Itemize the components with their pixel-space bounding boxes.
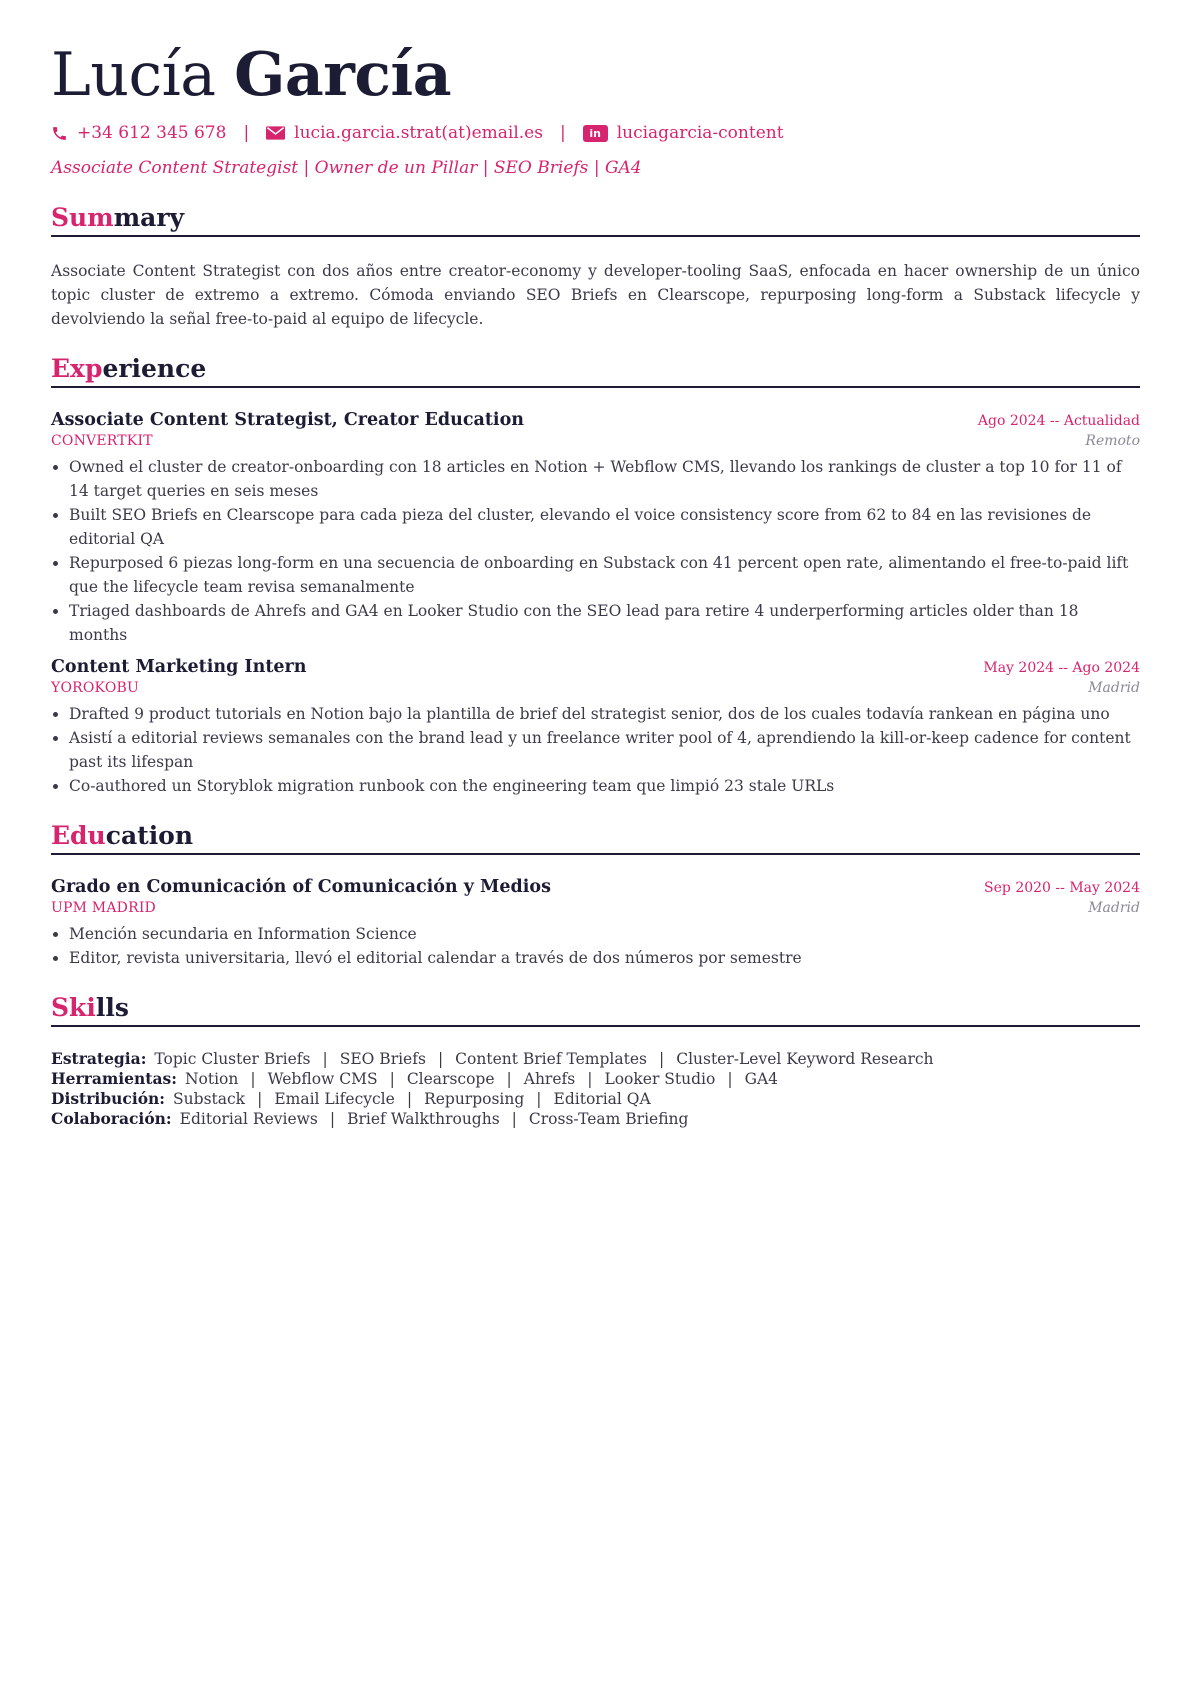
skill-separator: | xyxy=(727,1070,733,1088)
skill-item: Cluster-Level Keyword Research xyxy=(676,1050,934,1068)
section-title-summary: Summary xyxy=(51,202,1140,237)
first-name: Lucía xyxy=(51,40,216,110)
skill-separator: | xyxy=(389,1070,395,1088)
education-section xyxy=(51,820,1140,970)
job-dates: Ago 2024 -- Actualidad xyxy=(977,413,1140,429)
bullet-item: • Built SEO Briefs en Clearscope para cada pieza del cluster, elevando el voice consistency score from 62 to 84 en las revisiones de editorial QA xyxy=(69,503,1140,551)
skill-item: Topic Cluster Briefs xyxy=(154,1050,311,1068)
section-title-skills: Skills xyxy=(51,992,1140,1027)
education-bullets xyxy=(51,922,1140,970)
skill-row xyxy=(51,1069,1140,1089)
skill-separator: | xyxy=(658,1050,665,1068)
bullet-item: • Drafted 9 product tutorials en Notion bajo la plantilla de brief del strategist senior, dos de los cuales todavía rankean en página uno xyxy=(69,702,1140,726)
email-link[interactable]: lucia.garcia.strat(at)email.es xyxy=(294,123,543,143)
skill-item: Repurposing xyxy=(424,1090,525,1108)
school-location: Madrid xyxy=(1088,900,1140,916)
summary-text: Associate Content Strategist con dos años entre creator-economy y developer-tooling SaaS, enfocada en hacer ownership de un único topic cluster de extremo a extremo. Cómoda enviando SEO Briefs en Clearscope, repurposing long-form a Substack lifecycle y devolviendo la señal free-to-paid al equipo de lifecycle. xyxy=(51,262,1140,328)
bullet-item: • Editor, revista universitaria, llevó el editorial calendar a través de dos números por semestre xyxy=(69,946,1140,970)
skill-row xyxy=(51,1089,1140,1109)
bullet-item: • Repurposed 6 piezas long-form en una secuencia de onboarding en Substack con 41 percent open rate, alimentando el free-to-paid lift que the lifecycle team revisa semanalmente xyxy=(69,551,1140,599)
section-title-education: Education xyxy=(51,820,1140,855)
job-entry xyxy=(51,655,1140,798)
job-title: Associate Content Strategist, Creator Education xyxy=(51,410,524,430)
job-dates: May 2024 -- Ago 2024 xyxy=(983,660,1140,676)
contact-bar xyxy=(51,120,1140,146)
last-name: García xyxy=(234,40,452,110)
skill-item: Content Brief Templates xyxy=(455,1050,647,1068)
skill-item: Email Lifecycle xyxy=(274,1090,395,1108)
skills-list xyxy=(51,1049,1140,1129)
skill-separator: | xyxy=(406,1090,413,1108)
education-dates: Sep 2020 -- May 2024 xyxy=(984,880,1140,896)
school-name: UPM MADRID xyxy=(51,900,156,916)
bullet-item: • Asistí a editorial reviews semanales con the brand lead y un freelance writer pool of 4, aprendiendo la kill-or-keep cadence for content past its lifespan xyxy=(69,726,1140,774)
skill-category-label: Colaboración: xyxy=(51,1109,172,1128)
skill-separator: | xyxy=(506,1070,512,1088)
job-location: Madrid xyxy=(1088,680,1140,696)
job-bullets xyxy=(51,702,1140,798)
skill-item: Editorial Reviews xyxy=(179,1110,318,1128)
job-entry xyxy=(51,408,1140,647)
bullet-item: • Triaged dashboards de Ahrefs and GA4 en Looker Studio con the SEO lead para retire 4 underperforming articles older than 18 months xyxy=(69,599,1140,647)
contact-separator: | xyxy=(243,123,250,143)
degree-title: Grado en Comunicación of Comunicación y Medios xyxy=(51,877,551,897)
experience-section xyxy=(51,353,1140,798)
linkedin-link[interactable]: luciagarcia-content xyxy=(616,123,784,143)
skill-item: Notion xyxy=(184,1070,239,1088)
skill-category-label: Estrategia: xyxy=(51,1049,147,1068)
skill-item: Clearscope xyxy=(406,1070,495,1088)
skills-section xyxy=(51,992,1140,1129)
headline-tagline: Associate Content Strategist | Owner de un Pillar | SEO Briefs | GA4 xyxy=(51,158,642,178)
job-company: YOROKOBU xyxy=(51,680,139,696)
skill-separator: | xyxy=(257,1090,263,1108)
skill-separator: | xyxy=(511,1110,517,1128)
job-company: CONVERTKIT xyxy=(51,433,153,449)
skill-row xyxy=(51,1109,1140,1129)
skill-separator: | xyxy=(536,1090,542,1108)
linkedin-icon: in xyxy=(583,125,608,142)
skill-separator: | xyxy=(322,1050,328,1068)
skill-item: Webflow CMS xyxy=(267,1070,378,1088)
job-location: Remoto xyxy=(1085,433,1140,449)
job-bullets xyxy=(51,455,1140,647)
bullet-item: • Mención secundaria en Information Science xyxy=(69,922,1140,946)
skill-item: Brief Walkthroughs xyxy=(347,1110,500,1128)
skill-item: Cross-Team Briefing xyxy=(528,1110,689,1128)
summary-section xyxy=(51,202,1140,331)
skill-item: SEO Briefs xyxy=(339,1050,426,1068)
skill-category-label: Distribución: xyxy=(51,1089,166,1108)
skill-separator: | xyxy=(587,1070,593,1088)
skill-row xyxy=(51,1049,1140,1069)
candidate-name xyxy=(51,0,1140,110)
skill-item: Editorial QA xyxy=(553,1090,651,1108)
contact-separator: | xyxy=(559,123,566,143)
section-title-experience: Experience xyxy=(51,353,1140,388)
phone-icon xyxy=(51,125,68,142)
education-entry xyxy=(51,875,1140,970)
skill-separator: | xyxy=(250,1070,256,1088)
skill-separator: | xyxy=(329,1110,336,1128)
skill-item: Looker Studio xyxy=(604,1070,716,1088)
skill-item: Ahrefs xyxy=(523,1070,576,1088)
bullet-item: • Co-authored un Storyblok migration runbook con the engineering team que limpió 23 stale URLs xyxy=(69,774,1140,798)
skill-separator: | xyxy=(437,1050,444,1068)
skill-item: GA4 xyxy=(744,1070,779,1088)
envelope-icon xyxy=(266,126,285,140)
bullet-item: • Owned el cluster de creator-onboarding con 18 articles en Notion + Webflow CMS, llevando los rankings de cluster a top 10 for 11 of 14 target queries en seis meses xyxy=(69,455,1140,503)
job-title: Content Marketing Intern xyxy=(51,657,307,677)
skill-category-label: Herramientas: xyxy=(51,1069,177,1088)
phone-number: +34 612 345 678 xyxy=(77,123,227,143)
skill-item: Substack xyxy=(173,1090,246,1108)
